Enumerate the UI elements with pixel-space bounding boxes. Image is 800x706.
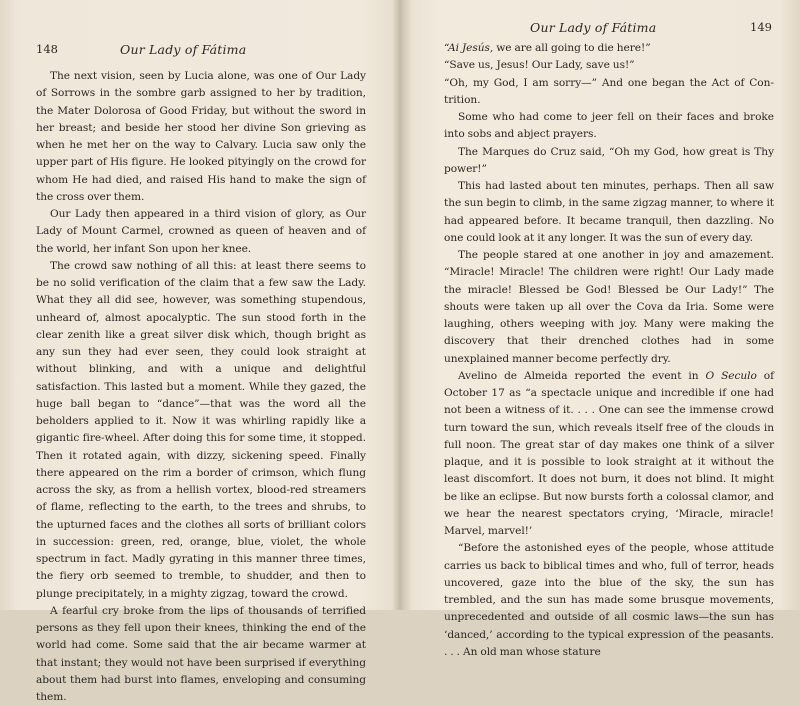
paragraph: “Oh, my God, I am sorry—” And one began the Act of Contrition. bbox=[444, 76, 774, 106]
left-page bbox=[0, 0, 398, 703]
paragraph: The next vision, seen by Lucia alone, was one of Our Lady of Sorrows in the sombre garb assigned to her by tradition, the Mater Dolorosa of Good Friday, but without the sword in her breast; and beside her stood her divine Son grieving as when he met her on the way to Calvary. Lucia saw only the upper part of His figure. He looked pityingly on the crowd for whom He had died, and raised His hand to make the sign of the cross over them. bbox=[36, 70, 366, 203]
paragraph: Our Lady then appeared in a third vision of glory, as Our Lady of Mount Carmel, crowned as queen of heaven and of the world, her infant Son upon her knee. bbox=[36, 208, 366, 255]
page-number: 149 bbox=[750, 20, 772, 34]
newspaper-title: O Seculo bbox=[705, 369, 757, 382]
running-head: Our Lady of Fátima bbox=[530, 20, 657, 35]
quote-italic: “Ai Jesús, bbox=[444, 42, 494, 54]
paragraph: The crowd saw nothing of all this: at least there seems to be no solid verification of the claim that a few saw the Lady. What they all did see, however, was something stupendous, unheard of, almost apocalyptic. The sun stood forth in the clear zenith like a great silver disk which, though bright as any sun they had ever seen, they could look straight at without blinking, and with a unique and delightful satisfaction. This lasted but a moment. While they gazed, the huge ball began to “dance”—that was the word all the beholders applied to it. Now it was whirling rapidly like a gigantic fire-wheel. After doing this for some time, it stopped. Then it rotated again, with dizzy, sickening speed. Finally there appeared on the rim a border of crimson, which flung across the sky, as from a hellish vortex, blood-red streamers of flame, reflecting to the earth, to the trees and shrubs, to the upturned faces and the clothes all sorts of brilliant colors in succession: green, red, orange, blue, violet, the whole spectrum in fact. Madly gyrating in this manner three times, the fiery orb seemed to tremble, to shudder, and then to plunge precipitately, in a mighty zigzag, toward the crowd. bbox=[36, 259, 366, 600]
paragraph: Some who had come to jeer fell on their faces and broke into sobs and abject prayers. bbox=[444, 111, 774, 141]
report-text: of October 17 as “a spectacle unique and incredible if one had not been a witness of it. . . . One can see the immense crowd turn toward the sun, which reveals itself free of the clouds in full noon. The great star of day makes one think of a silver plaque, and it is possible to look straight at it without the least discomfort. It does not burn, it does not blind. It might be like an eclipse. But now bursts forth a colossal clamor, and we hear the nearest spectators crying, ‘Miracle, miracle! Marvel, marvel!’ bbox=[444, 369, 774, 537]
paragraph: A fearful cry broke from the lips of thousands of terrified persons as they fell upon their knees, thinking the end of the world had come. Some said that the air became warmer at that instant; they would not have been surprised if everything about them had burst into flames, enveloping and consuming them. bbox=[36, 604, 366, 703]
page-body bbox=[444, 40, 774, 661]
quote-text: we are all going to die here!” bbox=[493, 42, 651, 54]
page-number: 148 bbox=[36, 42, 58, 56]
right-page bbox=[402, 0, 800, 658]
paragraph: This had lasted about ten minutes, perhaps. Then all saw the sun begin to climb, in the same zigzag manner, to where it had appeared before. It became tranquil, then dazzling. No one could look at it any longer. It was the sun of every day. bbox=[444, 180, 774, 244]
paragraph: The people stared at one another in joy and amazement. “Miracle! Miracle! The children were right! Our Lady made the miracle! Blessed be God! Blessed be Our Lady!” The shouts were taken up all over the Cova da Iria. Some were laughing, others weeping with joy. Many were making the discovery that their drenched clothes had in some unexplained manner become perfectly dry. bbox=[444, 249, 774, 365]
paragraph: The Marques do Cruz said, “Oh my God, how great is Thy power!” bbox=[444, 145, 774, 175]
paragraph bbox=[444, 40, 774, 57]
paragraph: “Save us, Jesus! Our Lady, save us!” bbox=[444, 59, 635, 72]
running-head: Our Lady of Fátima bbox=[120, 42, 247, 57]
paragraph bbox=[444, 368, 774, 541]
page-body bbox=[36, 68, 366, 706]
report-text: Avelino de Almeida reported the event in bbox=[458, 369, 706, 382]
paragraph: “Before the astonished eyes of the people, whose attitude carries us back to biblical times and who, full of terror, heads uncovered, gaze into the blue of the sky, the sun has trembled, and the sun has made some brusque movements, unprecedented and outside of all cosmic laws—the sun has ‘danced,’ according to the typical expression of the peasants. . . . An old man whose stature bbox=[444, 542, 774, 658]
